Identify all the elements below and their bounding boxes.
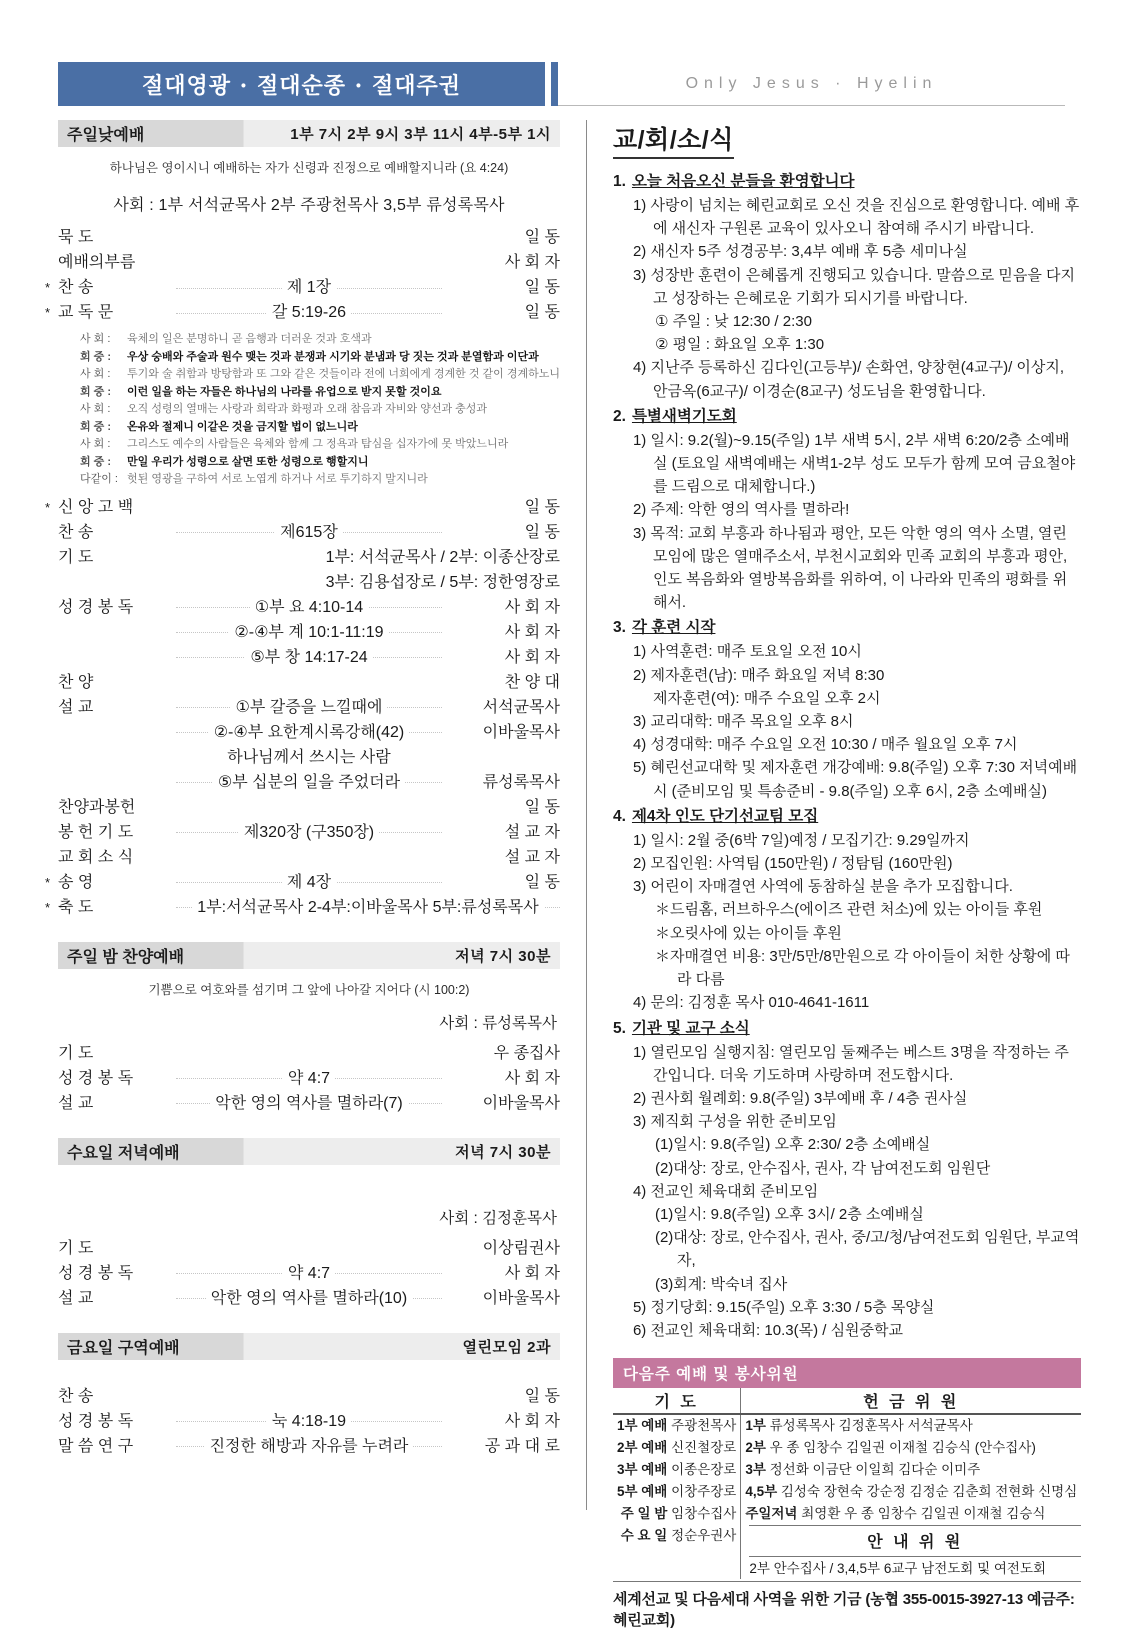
news-item-detail: ＊자매결연 비용: 3만/5만/8만원으로 각 아이들이 처한 상황에 따라 다름 xyxy=(654,947,1070,989)
news-item-detail: 4) 전교인 체육대회 준비모임 xyxy=(632,1182,819,1200)
order-item-assignee: 사 회 자 xyxy=(504,1264,560,1282)
order-item-detail: ①부 갈증을 느낄때에 xyxy=(176,695,442,720)
news-item-heading xyxy=(613,170,1081,194)
prayer-duty-service: 주 일 밤 xyxy=(620,1506,672,1522)
order-item-label: 찬양과봉헌 xyxy=(58,798,136,816)
prayer-duty-row xyxy=(613,1503,740,1525)
order-item-label: 성 경 봉 독 xyxy=(58,598,134,616)
prayer-duty-service: 3부 예배 xyxy=(616,1462,672,1478)
order-item-label: 기 도 xyxy=(58,1239,94,1257)
service-order-row xyxy=(58,570,560,595)
news-item-detail: 5) 정기당회: 9.15(주일) 오후 3:30 / 5층 목양실 xyxy=(632,1298,935,1316)
service-order-row xyxy=(45,300,560,325)
order-item-assignee: 사 회 자 xyxy=(504,598,560,616)
responsive-reading xyxy=(80,331,560,489)
prayer-duty-service: 2부 예배 xyxy=(616,1440,672,1456)
service-order-row xyxy=(58,795,560,820)
news-item-title: 오늘 처음오신 분들을 환영합니다 xyxy=(631,173,855,190)
order-item-label: 설 교 xyxy=(58,1289,94,1307)
order-item-assignee: 일 동 xyxy=(524,523,560,541)
news-item-detail: 1) 사역훈련: 매주 토요일 오전 10시 xyxy=(632,643,862,661)
news-item-detail: ＊드림홈, 러브하우스(에이즈 관련 처소)에 있는 아이들 후원 xyxy=(654,901,1043,919)
order-item-assignee: 이바울목사 xyxy=(482,1289,560,1307)
order-item-assignee: 일 동 xyxy=(524,873,560,891)
sunday-night-order-list xyxy=(58,1041,560,1116)
order-item-assignee: 사 회 자 xyxy=(504,648,560,666)
order-item-label: 예배의부름 xyxy=(58,254,136,271)
order-item-detail: ②-④부 요한계시록강해(42) xyxy=(176,720,442,745)
mission-fund-notice: 세계선교 및 다음세대 사역을 위한 기금 (농협 355-0015-3927-13 예금주: 혜린교회) xyxy=(612,1591,1075,1630)
news-item-detail: 2) 새신자 5주 성경공부: 3,4부 예배 후 5층 세미나실 xyxy=(632,243,968,261)
news-item-detail: (3)회계: 박숙녀 집사 xyxy=(654,1275,788,1293)
sunday-night-service-header xyxy=(58,942,560,969)
service-order-row xyxy=(58,595,560,620)
news-item-detail: 6) 전교인 체육대회: 10.3(목) / 심원중학교 xyxy=(632,1321,904,1339)
responsive-reading-line xyxy=(80,419,560,437)
news-item-number: 4. xyxy=(612,807,626,825)
service-order-row xyxy=(58,1286,560,1311)
responsive-text: 헛된 영광을 구하여 서로 노엽게 하거나 서로 투기하지 말지니라 xyxy=(124,473,428,485)
order-item-detail: ①부 요 4:10-14 xyxy=(176,595,442,620)
order-item-assignee: 이상림권사 xyxy=(482,1239,560,1257)
order-item-assignee: 공 과 대 로 xyxy=(484,1437,560,1455)
service-order-row xyxy=(45,895,560,920)
service-order-row xyxy=(58,225,560,250)
service-order-row xyxy=(58,820,560,845)
prayer-duty-row xyxy=(613,1481,740,1503)
news-item-detail: (2)대상: 장로, 안수집사, 권사, 중/고/청/남여전도회 임원단, 부교역자, xyxy=(654,1229,1080,1270)
offering-duty-people: 최영환 우 종 임창수 김일권 이재철 김승식 xyxy=(801,1506,1046,1522)
news-item-detail: 3) 교리대학: 매주 목요일 오후 8시 xyxy=(632,713,854,731)
responsive-text: 이런 일을 하는 자들은 하나님의 나라를 유업으로 받지 못할 것이요 xyxy=(124,385,442,398)
service-order-row xyxy=(58,845,560,870)
order-of-service-column xyxy=(45,120,576,1510)
service-order-row xyxy=(58,1236,560,1261)
congregation-stand-marker: * xyxy=(45,874,51,890)
order-item-assignee: 사 회 자 xyxy=(504,623,560,641)
offering-duty-service: 4,5부 xyxy=(745,1484,781,1500)
order-item-label: 설 교 xyxy=(58,1094,94,1112)
responsive-speaker: 사 회 : xyxy=(80,403,111,415)
responsive-speaker: 회 중 : xyxy=(80,420,112,433)
sunday-day-verse: 하나님은 영이시니 예배하는 자가 신령과 진정으로 예배할지니라 (요 4:24) xyxy=(109,161,509,175)
order-item-detail: 진정한 해방과 자유를 누려라 xyxy=(176,1434,442,1459)
news-item-detail: 2) 모집인원: 사역팀 (150만원) / 정탐팀 (160만원) xyxy=(632,855,953,873)
wednesday-presider: 사회 : 김정훈목사 xyxy=(439,1209,557,1227)
offering-duty-service: 1부 xyxy=(745,1418,770,1434)
prayer-duty-person: 신진철장로 xyxy=(671,1440,737,1456)
offering-duty-people: 류성록목사 김정훈목사 서석균목사 xyxy=(769,1418,973,1434)
duty-table-header-row xyxy=(613,1388,1081,1414)
responsive-text: 투기와 술 취함과 방탕함과 또 그와 같은 것들이라 전에 너희에게 경계한 것 같이 경계하노니 xyxy=(124,368,560,380)
order-item-assignee: 일 동 xyxy=(524,229,560,246)
news-item-detail: 1) 일시: 9.2(월)~9.15(주일) 1부 새벽 5시, 2부 새벽 6:20/2층 소예배실 (토요일 새벽예배는 새벽1-2부 성도 모두가 함께 모여 금요철야를 드림으로 대체합니다.) xyxy=(632,431,1076,496)
offering-duty-service: 2부 xyxy=(745,1440,770,1456)
news-item-heading xyxy=(613,1017,1081,1041)
sunday-day-order-list-b xyxy=(45,495,560,920)
news-item-detail: 제자훈련(여): 매주 수요일 오후 2시 xyxy=(652,689,881,707)
prayer-duty-row xyxy=(613,1525,740,1547)
news-item-heading xyxy=(613,805,1081,829)
order-item-label: 찬 송 xyxy=(58,279,94,296)
prayer-duty-row xyxy=(613,1459,740,1481)
church-tagline: Only Jesus · Hyelin xyxy=(558,62,1065,106)
offering-duty-service: 3부 xyxy=(745,1462,770,1478)
friday-service-header xyxy=(58,1333,560,1360)
service-order-row xyxy=(58,1434,560,1459)
service-order-row xyxy=(58,1066,560,1091)
order-item-label: 교 회 소 식 xyxy=(58,848,134,866)
news-item-detail: 2) 제자훈련(남): 매주 화요일 저녁 8:30 xyxy=(632,666,885,684)
news-item-detail: 1) 일시: 2월 중(6박 7일)예정 / 모집기간: 9.29일까지 xyxy=(632,831,970,849)
order-item-assignee: 찬 양 대 xyxy=(504,673,560,691)
order-item-label: 찬 송 xyxy=(58,523,94,541)
news-item-detail: (1)일시: 9.8(주일) 오후 3시/ 2층 소예배실 xyxy=(654,1205,924,1223)
order-item-label: 설 교 xyxy=(58,698,94,716)
wednesday-service-title: 수요일 저녁예배 xyxy=(67,1144,180,1162)
responsive-speaker: 회 중 : xyxy=(80,385,112,398)
responsive-text: 오직 성령의 열매는 사랑과 희락과 화평과 오래 참음과 자비와 양선과 충성과 xyxy=(124,403,488,415)
wednesday-service-header xyxy=(58,1138,560,1165)
service-order-row xyxy=(58,645,560,670)
prayer-duty-person: 임창수집사 xyxy=(671,1506,737,1522)
order-item-assignee: 일 동 xyxy=(524,1387,560,1405)
order-item-assignee: 일 동 xyxy=(524,498,560,516)
congregation-stand-marker: * xyxy=(45,305,51,320)
guide-column-header: 안 내 위 원 xyxy=(749,1525,1081,1557)
responsive-speaker: 다같이 : xyxy=(80,473,118,485)
responsive-reading-line xyxy=(80,349,560,367)
service-order-row xyxy=(45,275,560,300)
prayer-duty-service: 1부 예배 xyxy=(616,1418,672,1434)
guide-assignment: 2부 안수집사 / 3,4,5부 6교구 남전도회 및 여전도회 xyxy=(749,1561,1047,1577)
sunday-day-service-title: 주일낮예배 xyxy=(67,127,145,144)
order-item-label: 말 씀 연 구 xyxy=(58,1437,134,1455)
responsive-text: 그리스도 예수의 사람들은 육체와 함께 그 정욕과 탐심을 십자가에 못 박았느니라 xyxy=(124,438,509,450)
responsive-reading-line xyxy=(80,436,560,454)
order-item-assignee: 사 회 자 xyxy=(504,1412,560,1430)
prayer-list xyxy=(613,1415,740,1547)
order-item-assignee: 3부: 김용섭장로 / 5부: 정한영장로 xyxy=(325,573,560,591)
prayer-column-header: 기 도 xyxy=(613,1388,741,1414)
duty-roster-table xyxy=(613,1388,1081,1579)
responsive-text: 우상 숭배와 주술과 원수 맺는 것과 분쟁과 시기와 분냄과 당 짓는 것과 분열함과 이단과 xyxy=(124,350,539,363)
order-item-label: 묵 도 xyxy=(58,229,94,246)
offering-duty-people: 우 종 임창수 김일권 이재철 김승식 (안수집사) xyxy=(769,1440,1036,1456)
order-item-assignee: 일 동 xyxy=(524,798,560,816)
news-item-number: 3. xyxy=(612,619,626,637)
news-item-detail: 3) 제직회 구성을 위한 준비모임 xyxy=(632,1113,837,1131)
service-order-row xyxy=(58,1261,560,1286)
order-item-detail: 제320장 (구350장) xyxy=(176,820,442,845)
slogan-banner: 절대영광 · 절대순종 · 절대주권 xyxy=(58,62,545,106)
order-item-assignee: 설 교 자 xyxy=(504,823,560,841)
news-item-heading xyxy=(613,405,1081,429)
order-item-detail: ②-④부 계 10:1-11:19 xyxy=(176,620,442,645)
news-item-detail: 3) 목적: 교회 부흥과 하나됨과 평안, 모든 악한 영의 역사 소멸, 열린 모임에 많은 열매주소서, 부천시교회와 민족 교회의 부흥과 평안, 인도 복음화와 열방복음화를 위하여, 이 나라와 민족의 평화를 위해서. xyxy=(632,524,1068,612)
responsive-reading-line xyxy=(80,366,560,384)
sunday-night-service-time: 저녁 7시 30분 xyxy=(455,947,551,965)
order-item-assignee: 일 동 xyxy=(524,279,560,296)
news-item-detail: (1)일시: 9.8(주일) 오후 2:30/ 2층 소예배실 xyxy=(654,1136,931,1154)
news-item-detail: 2) 주제: 악한 영의 역사를 멸하라! xyxy=(632,501,850,519)
service-order-row xyxy=(58,1384,560,1409)
congregation-stand-marker: * xyxy=(45,899,51,915)
offering-duty-entry xyxy=(741,1415,1081,1437)
service-order-row xyxy=(58,545,560,570)
service-order-row xyxy=(58,1041,560,1066)
offering-duty-people: 김성숙 장현숙 강순정 김정순 김춘희 전현화 신명심 xyxy=(780,1484,1078,1500)
order-item-label: 송 영 xyxy=(58,873,94,891)
order-item-assignee: 류성록목사 xyxy=(482,773,560,791)
prayer-duty-person: 정순우권사 xyxy=(671,1528,737,1544)
prayer-duty-service: 5부 예배 xyxy=(616,1484,672,1500)
prayer-duty-entry xyxy=(613,1459,740,1481)
order-item-detail: 제615장 xyxy=(176,520,442,545)
sunday-night-service-title: 주일 밤 찬양예배 xyxy=(67,948,185,966)
order-item-label: 신 앙 고 백 xyxy=(58,498,134,516)
service-order-row xyxy=(45,870,560,895)
prayer-duty-entry xyxy=(613,1415,740,1437)
offering-column-header: 헌 금 위 원 xyxy=(741,1388,1081,1414)
order-item-assignee: 우 종집사 xyxy=(493,1044,560,1062)
news-item-number: 2. xyxy=(612,407,626,425)
service-order-row xyxy=(58,670,560,695)
order-item-detail: 눅 4:18-19 xyxy=(176,1409,442,1434)
offering-duty-entry xyxy=(741,1503,1081,1525)
order-item-label: 찬 양 xyxy=(58,673,94,691)
responsive-text: 육체의 일은 분명하니 곧 음행과 더러운 것과 호색과 xyxy=(124,333,372,345)
congregation-stand-marker: * xyxy=(45,280,51,295)
header-divider xyxy=(551,62,558,106)
service-order-row xyxy=(58,770,560,795)
order-item-detail: 1부:서석균목사 2-4부:이바울목사 5부:류성록목사 xyxy=(176,895,560,920)
service-order-row xyxy=(58,1409,560,1434)
order-item-label: 봉 헌 기 도 xyxy=(58,823,134,841)
responsive-speaker: 회 중 : xyxy=(80,455,112,468)
sunday-day-order-list-a xyxy=(45,225,560,325)
order-item-label: 성 경 봉 독 xyxy=(58,1412,134,1430)
prayer-duty-row xyxy=(613,1415,740,1437)
duty-table-body-row xyxy=(613,1414,1081,1579)
service-order-row xyxy=(58,620,560,645)
news-item-title: 각 훈련 시작 xyxy=(631,619,716,637)
responsive-reading-line xyxy=(80,331,560,349)
sunday-day-service-time: 1부 7시 2부 9시 3부 11시 4부-5부 1시 xyxy=(290,126,551,143)
offering-duty-row xyxy=(741,1437,1081,1459)
news-item-title: 기관 및 교구 소식 xyxy=(631,1019,750,1037)
news-section-title: 교/회/소/식 xyxy=(613,120,734,159)
news-item-detail: ① 주일 : 낮 12:30 / 2:30 xyxy=(654,313,812,331)
prayer-duty-entry xyxy=(613,1525,740,1547)
order-item-label: 성 경 봉 독 xyxy=(58,1069,134,1087)
offering-duty-row xyxy=(741,1415,1081,1437)
offering-duty-people: 정선화 이금단 이일희 김다순 이미주 xyxy=(769,1462,981,1478)
news-item-detail: 2) 권사회 월례회: 9.8(주일) 3부예배 후 / 4층 권사실 xyxy=(632,1089,968,1107)
offering-duty-entry xyxy=(741,1459,1081,1481)
news-item-detail: 4) 지난주 등록하신 김다인(고등부)/ 손화연, 양창현(4교구)/ 이상지, 안금옥(6교구)/ 이경순(8교구) 성도님을 환영합니다. xyxy=(632,359,1065,400)
prayer-duty-service: 수 요 일 xyxy=(620,1528,672,1544)
service-order-row xyxy=(58,250,560,275)
order-item-detail: 악한 영의 역사를 멸하라(10) xyxy=(176,1286,442,1311)
responsive-text: 만일 우리가 성령으로 살면 또한 성령으로 행할지니 xyxy=(124,455,369,468)
news-item-detail: 1) 열린모임 실행지침: 열린모임 둘째주는 베스트 3명을 작정하는 주간입니다. 더욱 기도하며 사랑하며 전도합시다. xyxy=(632,1043,1069,1084)
order-item-detail: 하나님께서 쓰시는 사람 xyxy=(176,745,442,770)
service-order-row xyxy=(58,1091,560,1116)
news-item-detail: 3) 성장반 훈련이 은혜롭게 진행되고 있습니다. 말씀으로 믿음을 다지고 성장하는 은혜로운 기회가 되시기를 바랍니다. xyxy=(632,266,1076,307)
content-columns xyxy=(45,120,1080,1630)
prayer-duty-row xyxy=(613,1437,740,1459)
order-item-assignee: 1부: 서석균목사 / 2부: 이종산장로 xyxy=(325,548,560,566)
order-item-label: 찬 송 xyxy=(58,1387,94,1405)
news-item-heading xyxy=(613,616,1081,640)
news-item-number: 1. xyxy=(612,173,626,190)
duty-roster xyxy=(613,1358,1081,1630)
wednesday-order-list xyxy=(58,1236,560,1311)
news-item-detail: 5) 혜린선교대학 및 제자훈련 개강예배: 9.8(주일) 오후 7:30 저녁예배시 (준비모임 및 특송준비 - 9.8(주일) 오후 6시, 2층 소예배실) xyxy=(632,759,1078,800)
offering-list xyxy=(741,1415,1081,1525)
news-item-number: 5. xyxy=(612,1019,626,1037)
responsive-speaker: 사 회 : xyxy=(80,333,111,345)
wednesday-service-time: 저녁 7시 30분 xyxy=(455,1143,551,1161)
offering-duty-row xyxy=(741,1481,1081,1503)
news-item-list xyxy=(613,170,1081,1342)
news-item-detail: ＊오릿사에 있는 아이들 후원 xyxy=(654,924,842,942)
responsive-reading-line xyxy=(80,471,560,489)
sunday-night-presider: 사회 : 류성록목사 xyxy=(439,1014,557,1032)
service-order-row xyxy=(58,695,560,720)
service-order-row xyxy=(58,720,560,745)
sunday-day-service-header xyxy=(58,120,560,147)
news-item-title: 특별새벽기도회 xyxy=(631,407,737,425)
order-item-detail: 약 4:7 xyxy=(176,1066,442,1091)
order-item-label: 성 경 봉 독 xyxy=(58,1264,134,1282)
prayer-duty-person: 이창주장로 xyxy=(671,1484,737,1500)
responsive-reading-line xyxy=(80,401,560,419)
order-item-assignee: 사 회 자 xyxy=(504,254,560,271)
news-item-detail: 4) 문의: 김정훈 목사 010-4641-1611 xyxy=(632,994,870,1012)
church-news-column xyxy=(597,120,1081,1630)
responsive-text: 온유와 절제니 이같은 것을 금지할 법이 없느니라 xyxy=(124,420,358,433)
prayer-duty-person: 주광천목사 xyxy=(671,1418,737,1434)
responsive-reading-line xyxy=(80,384,560,402)
offering-duty-entry xyxy=(741,1481,1081,1503)
prayer-duty-entry xyxy=(613,1503,740,1525)
page-header xyxy=(58,62,1065,106)
order-item-assignee: 서석균목사 xyxy=(482,698,560,716)
service-order-row xyxy=(58,745,560,770)
order-item-detail: 제 4장 xyxy=(176,870,442,895)
responsive-speaker: 회 중 : xyxy=(80,350,112,363)
order-item-detail: ⑤부 창 14:17-24 xyxy=(176,645,442,670)
responsive-speaker: 사 회 : xyxy=(80,438,111,450)
order-item-assignee: 사 회 자 xyxy=(504,1069,560,1087)
friday-order-list xyxy=(58,1384,560,1459)
order-item-label: 교 독 문 xyxy=(58,304,114,321)
news-item-detail: 1) 사랑이 넘치는 혜린교회로 오신 것을 진심으로 환영합니다. 예배 후에 새신자 구원론 교육이 있사오니 참여해 주시기 바랍니다. xyxy=(632,197,1080,238)
offering-duty-row xyxy=(741,1503,1081,1525)
duty-roster-header: 다음주 예배 및 봉사위원 xyxy=(613,1358,1081,1388)
friday-service-time: 열린모임 2과 xyxy=(462,1338,551,1356)
prayer-duty-person: 이종은장로 xyxy=(671,1462,737,1478)
responsive-speaker: 사 회 : xyxy=(80,368,111,380)
offering-duty-entry xyxy=(741,1437,1081,1459)
congregation-stand-marker: * xyxy=(45,499,51,515)
news-item-detail: (2)대상: 장로, 안수집사, 권사, 각 남여전도회 임원단 xyxy=(654,1159,991,1177)
offering-duty-service: 주일저녁 xyxy=(745,1506,802,1522)
order-item-assignee: 일 동 xyxy=(524,304,560,321)
prayer-duty-entry xyxy=(613,1481,740,1503)
news-item-detail: 4) 성경대학: 매주 수요일 오전 10:30 / 매주 월요일 오후 7시 xyxy=(632,736,1018,754)
order-item-label: 축 도 xyxy=(58,898,94,916)
responsive-reading-line xyxy=(80,454,560,472)
news-item-detail: 3) 어린이 자매결연 사역에 동참하실 분을 추가 모집합니다. xyxy=(632,878,1013,896)
friday-service-title: 금요일 구역예배 xyxy=(67,1339,180,1357)
order-item-assignee: 이바울목사 xyxy=(482,723,560,741)
order-item-detail: 악한 영의 역사를 멸하라(7) xyxy=(176,1091,442,1116)
order-item-detail: 약 4:7 xyxy=(176,1261,442,1286)
sunday-day-presider: 사회 : 1부 서석균목사 2부 주광천목사 3,5부 류성록목사 xyxy=(113,197,505,214)
service-order-row xyxy=(45,495,560,520)
order-item-detail: 갈 5:19-26 xyxy=(176,300,442,325)
service-order-row xyxy=(58,520,560,545)
order-item-assignee: 이바울목사 xyxy=(482,1094,560,1112)
prayer-duty-entry xyxy=(613,1437,740,1459)
news-item-title: 제4차 인도 단기선교팀 모집 xyxy=(631,807,819,825)
sunday-night-verse: 기쁨으로 여호와를 섬기며 그 앞에 나아갈 지어다 (시 100:2) xyxy=(148,982,470,997)
offering-duty-row xyxy=(741,1459,1081,1481)
order-item-label: 기 도 xyxy=(58,548,94,566)
bulletin-page xyxy=(0,62,1123,1630)
order-item-assignee: 설 교 자 xyxy=(504,848,560,866)
order-item-label: 기 도 xyxy=(58,1044,94,1062)
order-item-detail: 제 1장 xyxy=(176,275,442,300)
news-item-detail: ② 평일 : 화요일 오후 1:30 xyxy=(654,336,825,354)
order-item-detail: ⑤부 십분의 일을 주었더라 xyxy=(176,770,442,795)
column-divider xyxy=(586,120,587,1510)
